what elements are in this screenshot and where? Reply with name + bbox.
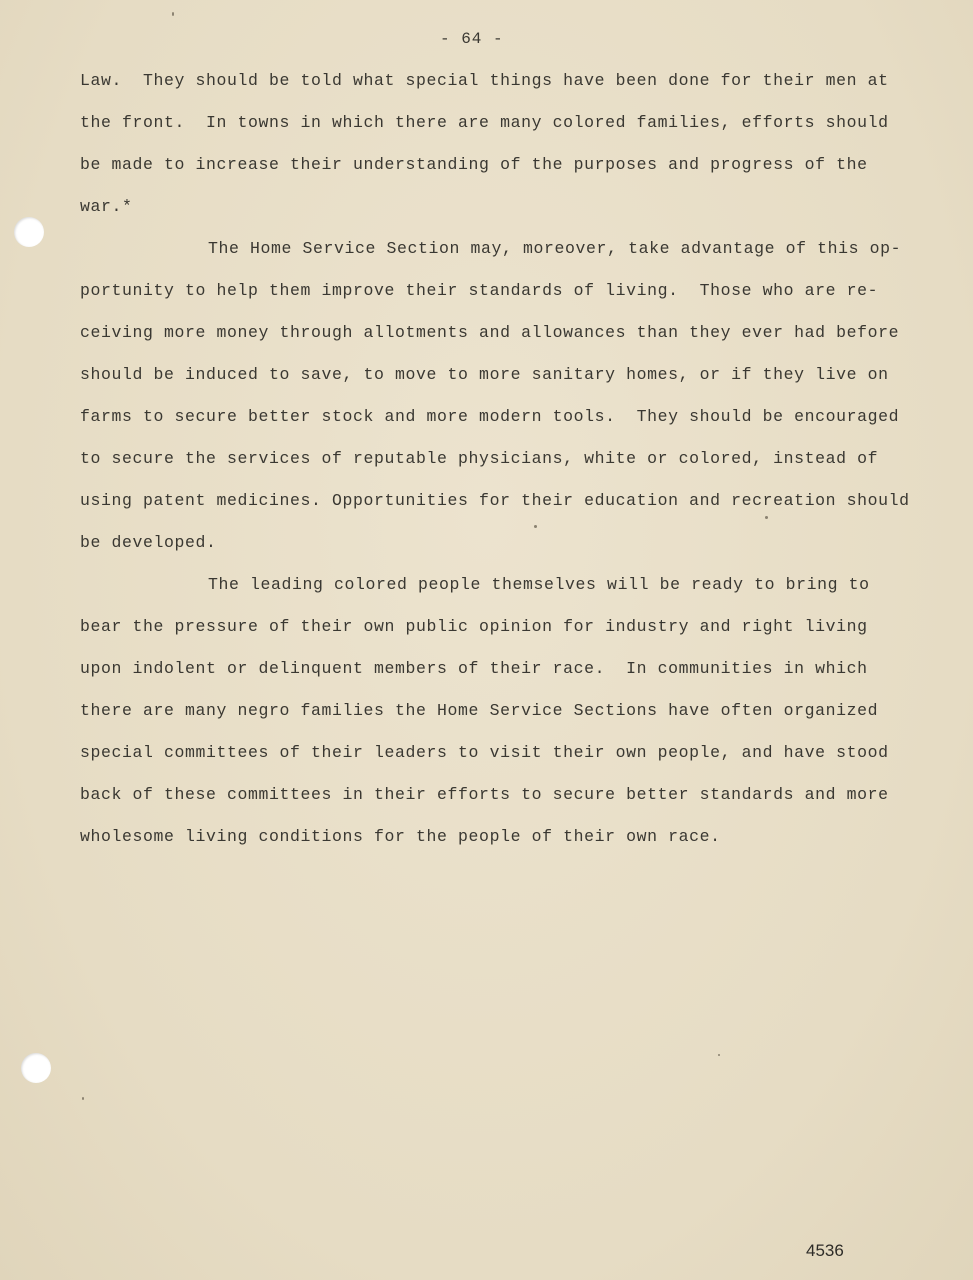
- page-number: - 64 -: [440, 30, 504, 48]
- paragraph-1: [80, 60, 910, 228]
- text-line: The Home Service Section may, moreover, take advantage of this op-: [208, 239, 902, 258]
- text-line: upon indolent or delinquent members of their race. In communities in which: [80, 659, 868, 678]
- text-line: to secure the services of reputable physicians, white or colored, instead of: [80, 449, 879, 468]
- text-line: ceiving more money through allotments and allowances than they ever had before: [80, 323, 900, 342]
- paper-speck: [82, 1097, 84, 1100]
- text-line: the front. In towns in which there are many colored families, efforts should: [80, 113, 889, 132]
- paragraph-2: [80, 228, 910, 564]
- text-line: back of these committees in their efforts to secure better standards and more: [80, 785, 889, 804]
- text-line: there are many negro families the Home Service Sections have often organized: [80, 701, 879, 720]
- text-line: farms to secure better stock and more modern tools. They should be encouraged: [80, 407, 900, 426]
- body-text: [80, 60, 910, 858]
- text-line: using patent medicines. Opportunities for their education and recreation should: [80, 491, 910, 510]
- paper-speck: [172, 12, 174, 16]
- text-line: The leading colored people themselves will be ready to bring to: [208, 575, 870, 594]
- text-line: Law. They should be told what special things have been done for their men at: [80, 71, 889, 90]
- text-line: be developed.: [80, 533, 217, 552]
- paper-speck: [718, 1054, 720, 1056]
- text-line: should be induced to save, to move to more sanitary homes, or if they live on: [80, 365, 889, 384]
- text-line: wholesome living conditions for the people of their own race.: [80, 827, 721, 846]
- document-id: 4536: [806, 1241, 844, 1260]
- punch-hole-bottom: [21, 1053, 51, 1083]
- text-line: war.*: [80, 197, 133, 216]
- punch-hole-top: [14, 217, 44, 247]
- text-line: be made to increase their understanding of the purposes and progress of the: [80, 155, 868, 174]
- text-line: special committees of their leaders to visit their own people, and have stood: [80, 743, 889, 762]
- text-line: bear the pressure of their own public opinion for industry and right living: [80, 617, 868, 636]
- text-line: portunity to help them improve their standards of living. Those who are re-: [80, 281, 879, 300]
- paragraph-3: [80, 564, 910, 858]
